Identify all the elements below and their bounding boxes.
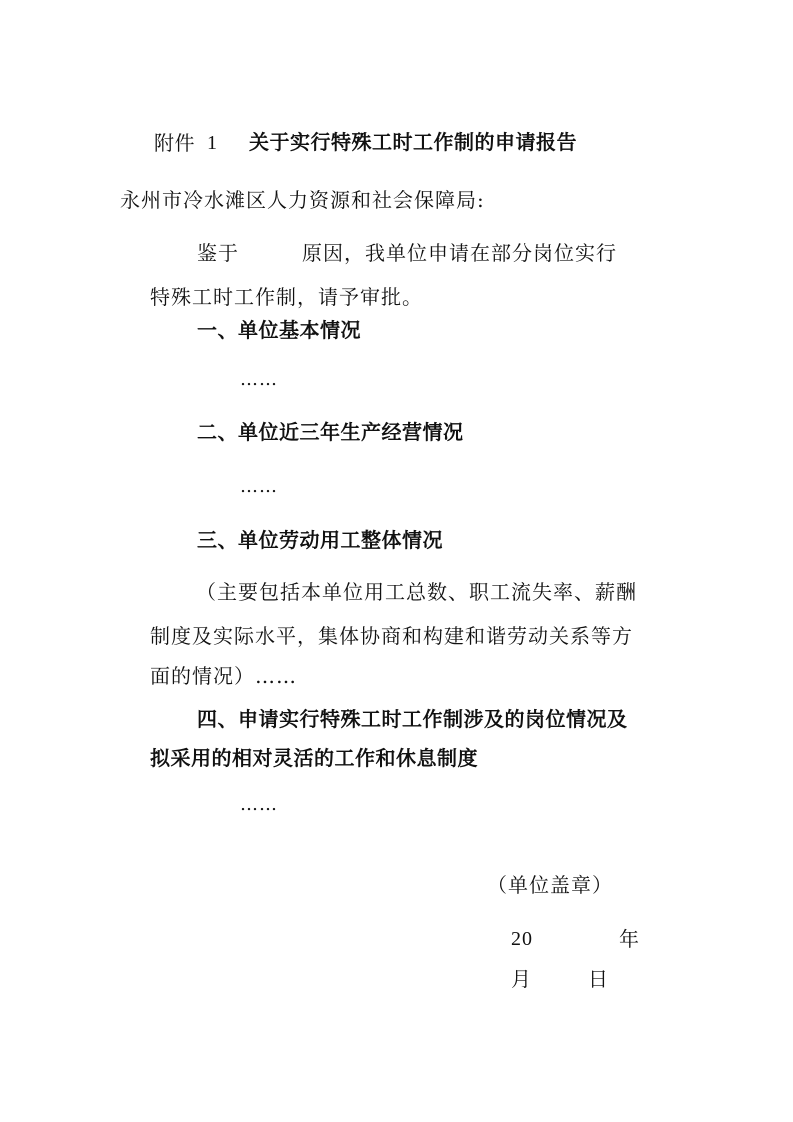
- section-3-content-line: 面的情况）……: [150, 664, 297, 688]
- month-label: 月: [511, 967, 532, 991]
- year-label: 年: [619, 927, 640, 951]
- section-1-content: ……: [240, 369, 278, 390]
- intro-line2: 特殊工时工作制，请予审批。: [150, 285, 423, 309]
- section-1-heading: 一、单位基本情况: [197, 318, 361, 342]
- section-4-heading-line: 四、申请实行特殊工时工作制涉及的岗位情况及: [197, 707, 628, 731]
- section-3-heading: 三、单位劳动用工整体情况: [197, 528, 443, 552]
- attachment-label: 附件: [154, 131, 195, 155]
- recipient: 永州市冷水滩区人力资源和社会保障局:: [120, 188, 485, 212]
- attachment-number: 1: [207, 132, 218, 154]
- section-3-content-line: 制度及实际水平，集体协商和构建和谐劳动关系等方: [150, 624, 633, 648]
- section-2-heading: 二、单位近三年生产经营情况: [197, 420, 464, 444]
- intro-prefix: 鉴于: [197, 241, 239, 265]
- year-prefix: 20: [511, 928, 533, 950]
- seal-label: （单位盖章）: [487, 873, 613, 897]
- intro-line1: 原因，我单位申请在部分岗位实行: [302, 241, 617, 265]
- document-title: 关于实行特殊工时工作制的申请报告: [249, 130, 577, 154]
- section-2-content: ……: [240, 476, 278, 497]
- section-3-content-line: （主要包括本单位用工总数、职工流失率、薪酬: [196, 580, 637, 604]
- section-4-content: ……: [240, 794, 278, 815]
- section-4-heading-line: 拟采用的相对灵活的工作和休息制度: [150, 746, 478, 770]
- day-label: 日: [588, 967, 609, 991]
